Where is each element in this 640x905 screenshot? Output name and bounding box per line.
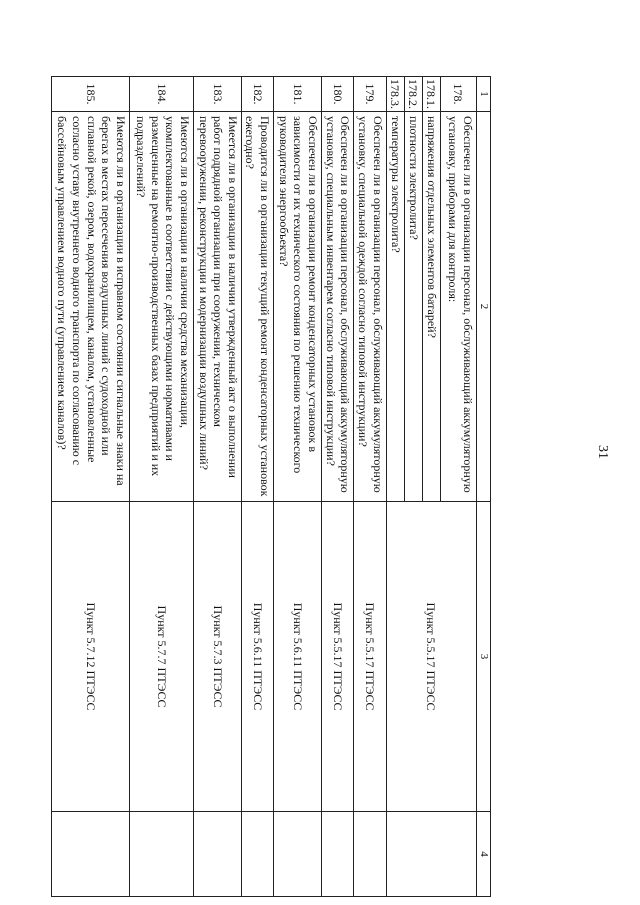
row-reference: Пункт 5.7.12 ПТЭСС: [51, 502, 129, 812]
table-row: [440, 77, 476, 897]
row-number: 181.: [274, 77, 322, 112]
checklist-table: [51, 76, 491, 897]
rotated-table-container: [54, 76, 491, 896]
row-number: 179.: [354, 77, 386, 112]
row-result: [274, 812, 322, 897]
row-question: Обеспечен ли в организации персонал, обслуживающий аккумуляторную установку, приборами для контроля:: [440, 112, 476, 502]
table-row: [241, 77, 273, 897]
row-reference: Пункт 5.7.7 ПТЭСС: [129, 502, 193, 812]
row-number: 178.: [440, 77, 476, 112]
row-question: Имеются ли в организации в наличии средства механизации, укомплектованные в соответствии с действующими нормативами и размещенные на ремонтно-производственных базах предприятий и их подразделений?: [129, 112, 193, 502]
row-question: плотности электролита?: [404, 112, 422, 502]
table-row: [322, 77, 354, 897]
row-number: 184.: [129, 77, 193, 112]
row-reference: Пункт 5.7.3 ПТЭСС: [193, 502, 241, 812]
row-number: 178.3.: [386, 77, 404, 112]
row-number: 182.: [241, 77, 273, 112]
row-reference: Пункт 5.5.17 ПТЭСС: [386, 502, 476, 812]
row-number: 183.: [193, 77, 241, 112]
table-row: [354, 77, 386, 897]
row-number: 178.2.: [404, 77, 422, 112]
column-header-2: 2: [476, 112, 490, 502]
row-question: Имеются ли в организации в исправном состоянии сигнальные знаки на берегах в местах пересечения воздушных линий с судоходной или сплавной рекой, озером, водохранилищем, каналом, установленные согласно уставу внутреннего водного транспорта по согласованию с бассейновым управлением водного пути (управлением каналов)?: [51, 112, 129, 502]
row-result: [129, 812, 193, 897]
row-question: Имеется ли в организации в наличии утвержденный акт о выполнении работ подрядной организации при сооружении, техническом перевооружении, реконструкции и модернизации воздушных линий?: [193, 112, 241, 502]
row-question: температуры электролита?: [386, 112, 404, 502]
row-question: Обеспечен ли в организации ремонт конденсаторных установок в зависимости от их технического состояния по решению технического руководителя энергообъекта?: [274, 112, 322, 502]
row-question: Проводится ли в организации текущий ремонт конденсаторных установок ежегодно?: [241, 112, 273, 502]
row-reference: Пункт 5.6.11 ПТЭСС: [241, 502, 273, 812]
table-row: [51, 77, 129, 897]
row-question: Обеспечен ли в организации персонал, обслуживающий аккумуляторную установку, специальной одеждой согласно типовой инструкции?: [354, 112, 386, 502]
row-number: 180.: [322, 77, 354, 112]
row-reference: Пункт 5.5.17 ПТЭСС: [322, 502, 354, 812]
table-row: [129, 77, 193, 897]
row-result: [322, 812, 354, 897]
row-result: [51, 812, 129, 897]
row-result: [354, 812, 386, 897]
row-number: 185.: [51, 77, 129, 112]
row-reference: Пункт 5.6.11 ПТЭСС: [274, 502, 322, 812]
table-row: [274, 77, 322, 897]
row-result: [386, 812, 476, 897]
header-row: [476, 77, 490, 897]
column-header-3: 3: [476, 502, 490, 812]
row-result: [193, 812, 241, 897]
row-number: 178.1.: [422, 77, 440, 112]
row-result: [241, 812, 273, 897]
row-question: Обеспечен ли в организации персонал, обслуживающий аккумуляторную установку, специальным инвентарем согласно типовой инструкции?: [322, 112, 354, 502]
table-row: [193, 77, 241, 897]
row-question: напряжения отдельных элементов батарей?: [422, 112, 440, 502]
column-header-4: 4: [476, 812, 490, 897]
column-header-1: 1: [476, 77, 490, 112]
row-reference: Пункт 5.5.17 ПТЭСС: [354, 502, 386, 812]
page-number: 31: [595, 445, 610, 459]
